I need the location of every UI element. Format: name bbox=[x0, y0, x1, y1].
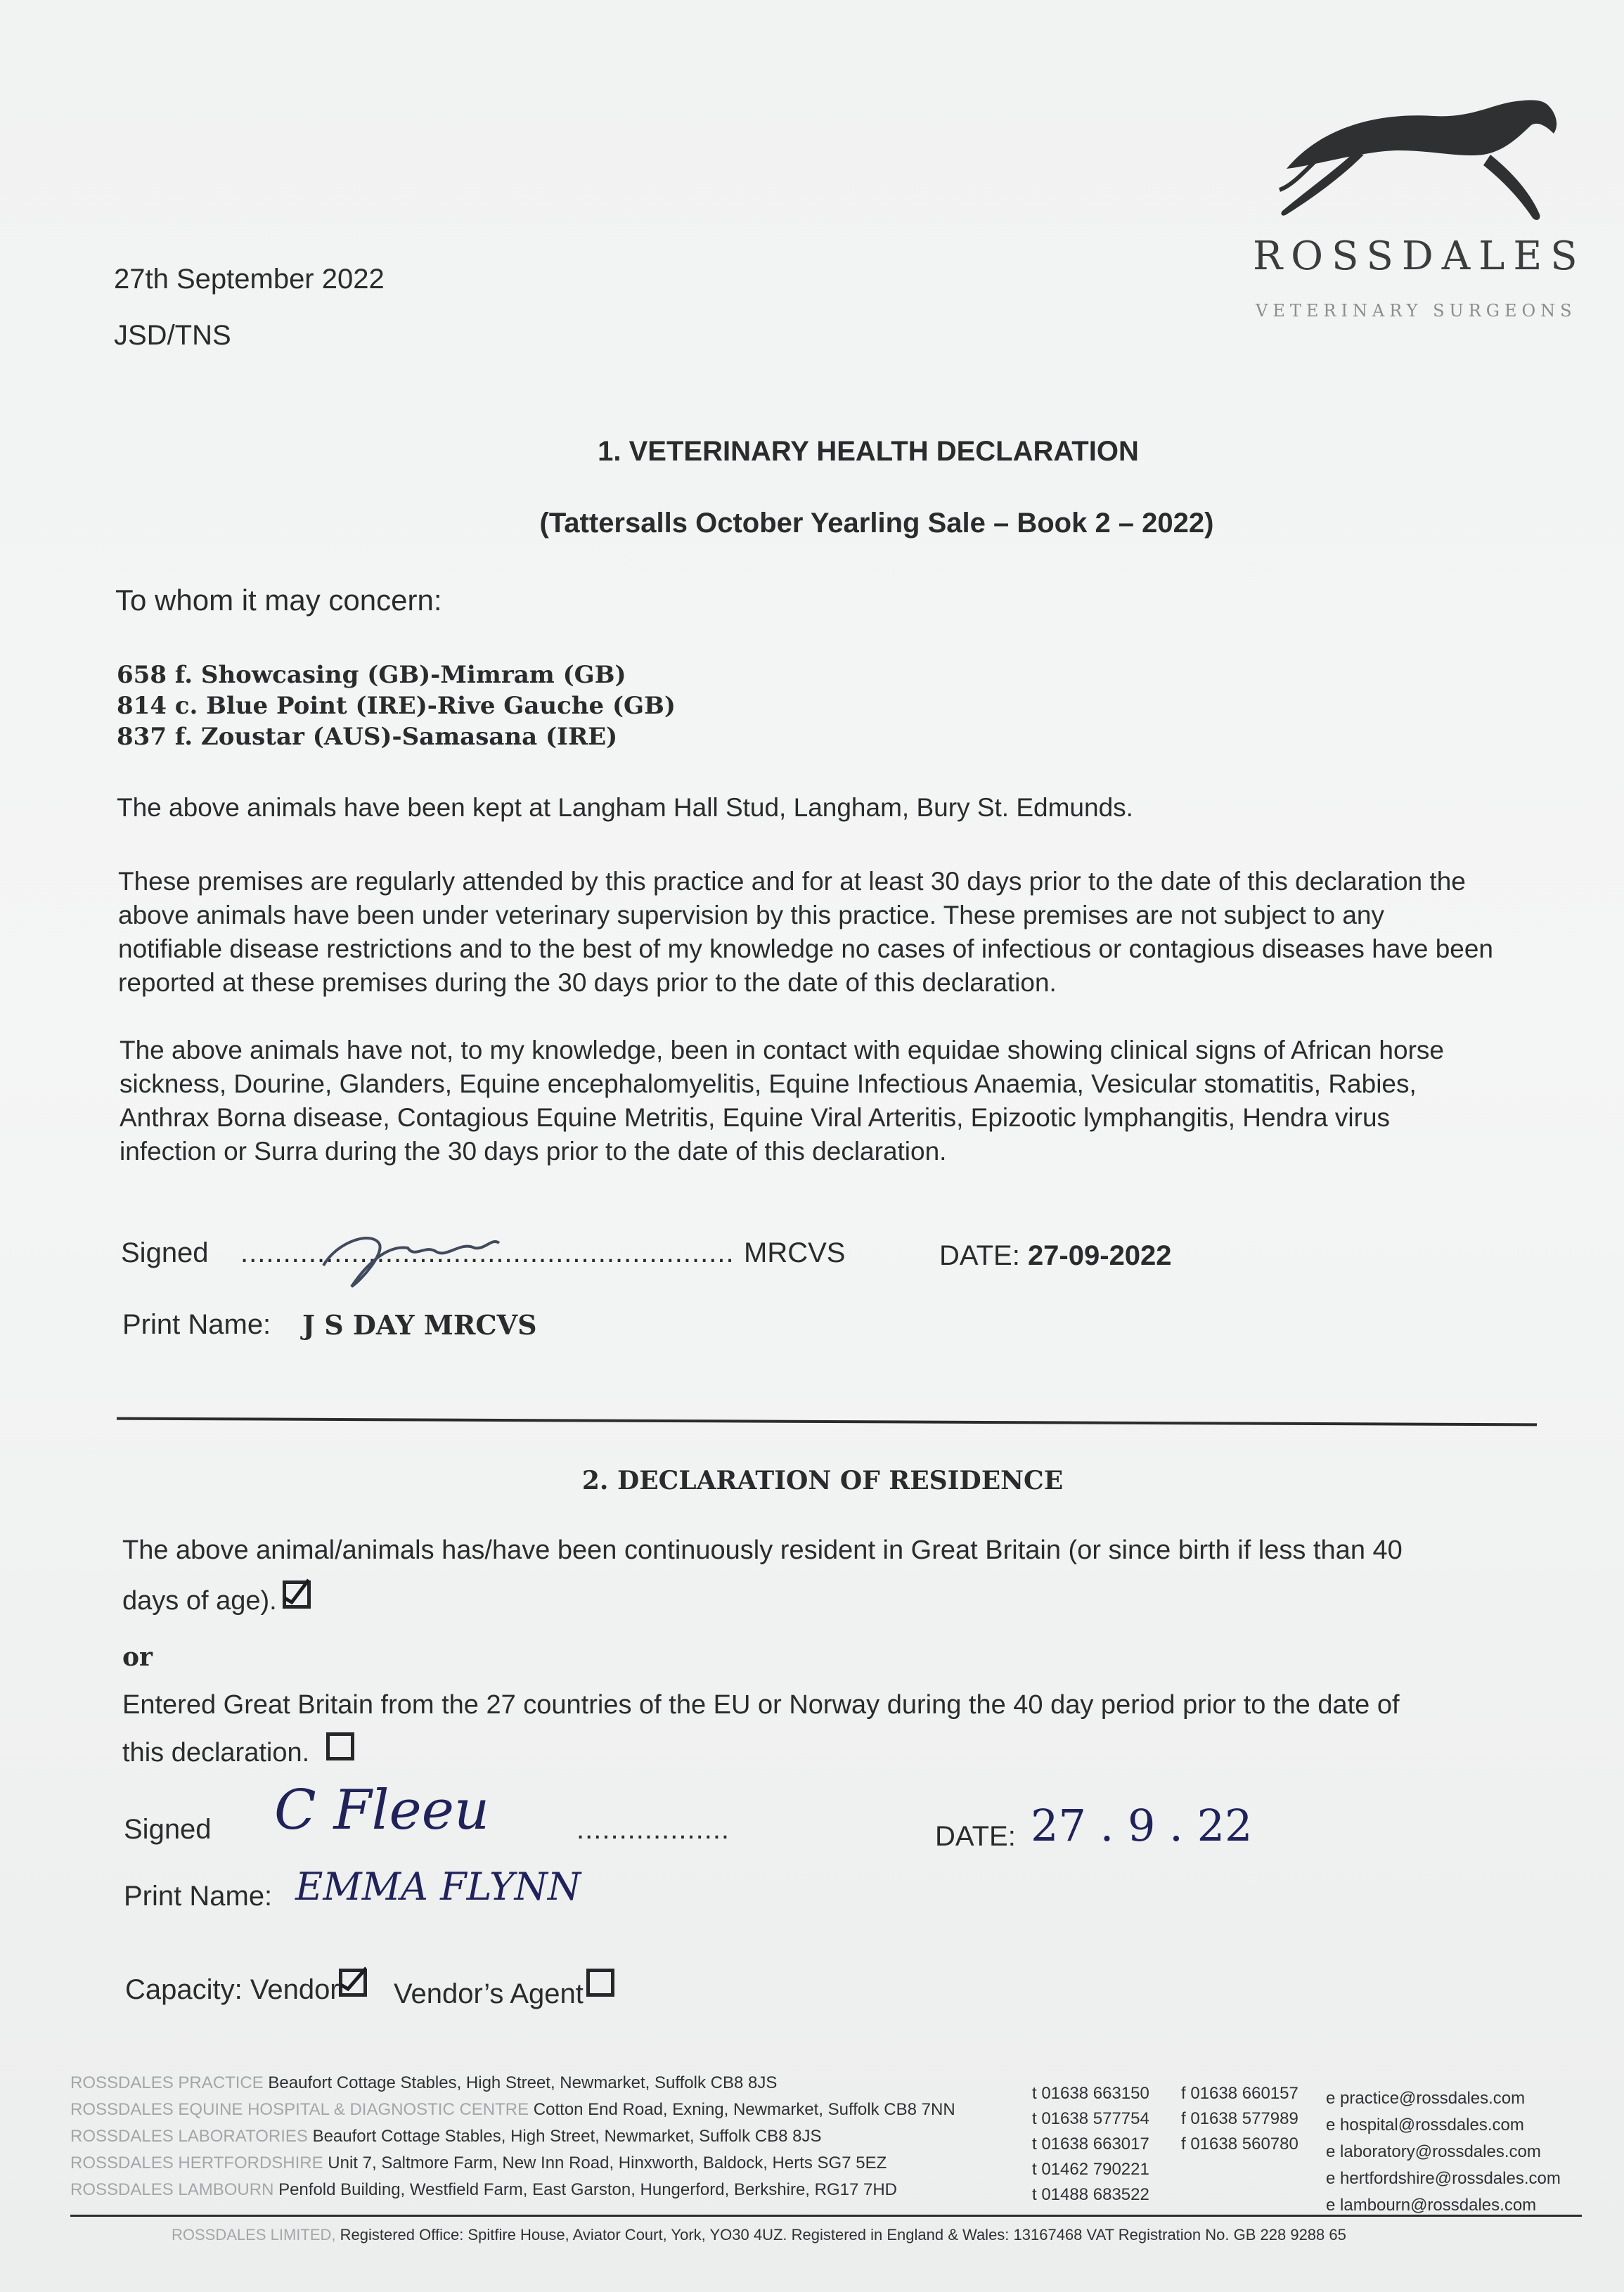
vet-date-value: 27-09-2022 bbox=[1027, 1240, 1172, 1271]
resident-checkbox[interactable] bbox=[283, 1580, 311, 1609]
footer-registered-office: ROSSDALES LIMITED, Registered Office: Spitfire House, Aviator Court, York, YO30 4UZ. Registered in England & Wales: 13167468 VAT Registration No. GB 228 9288 65 bbox=[172, 2226, 1346, 2243]
check-mark-icon bbox=[282, 1577, 310, 1605]
footer-divider bbox=[70, 2215, 1582, 2217]
paragraph-line: The above animals have not, to my knowledge, been in contact with equidae showing clinical signs of African horse bbox=[120, 1036, 1444, 1064]
vendor-agent-checkbox[interactable] bbox=[586, 1969, 614, 1997]
vet-signature-image bbox=[309, 1216, 506, 1294]
section1-heading: 1. VETERINARY HEALTH DECLARATION bbox=[598, 436, 1139, 467]
paragraph-line: reported at these premises during the 30 days prior to the date of this declaration. bbox=[118, 968, 1057, 997]
vet-signature-line: .......................................................... bbox=[240, 1237, 735, 1268]
capacity-agent-label: Vendor’s Agent bbox=[394, 1978, 584, 2009]
footer-addresses bbox=[70, 2070, 955, 2203]
or-label: or bbox=[122, 1642, 153, 1672]
vendor-checkbox[interactable] bbox=[339, 1969, 367, 1997]
footer-email[interactable]: e practice@rossdales.com bbox=[1326, 2089, 1526, 2108]
footer-address-row: ROSSDALES LAMBOURN Penfold Building, Westfield Farm, East Garston, Hungerford, Berkshire, RG17 7HD bbox=[70, 2180, 898, 2199]
vet-print-name: J S DAY MRCVS bbox=[302, 1309, 537, 1341]
footer-email[interactable]: e lambourn@rossdales.com bbox=[1326, 2196, 1537, 2215]
paragraph-line: notifiable disease restrictions and to the best of my knowledge no cases of infectious or contagious diseases have been bbox=[118, 934, 1494, 963]
resident-option-text-2: days of age). bbox=[122, 1586, 277, 1616]
footer-fax: f 01638 660157 bbox=[1181, 2084, 1298, 2103]
section2-heading: 2. DECLARATION OF RESIDENCE bbox=[581, 1466, 1064, 1495]
vendor-signed-label: Signed bbox=[124, 1814, 212, 1845]
footer-address-row: ROSSDALES EQUINE HOSPITAL & DIAGNOSTIC CENTRE Cotton End Road, Exning, Newmarket, Suffolk CB8 7NN bbox=[70, 2100, 955, 2119]
vendor-date-handwritten: 27 . 9 . 22 bbox=[1031, 1800, 1253, 1851]
vendor-print-name-label: Print Name: bbox=[124, 1881, 273, 1912]
footer-email[interactable]: e hospital@rossdales.com bbox=[1326, 2116, 1524, 2135]
footer-phone: t 01638 663017 bbox=[1032, 2135, 1149, 2153]
footer-phone: t 01462 790221 bbox=[1032, 2160, 1149, 2179]
capacity-vendor-label: Capacity: Vendor bbox=[125, 1974, 340, 2005]
footer-fax: f 01638 560780 bbox=[1181, 2135, 1298, 2153]
eu-option-text: Entered Great Britain from the 27 countries of the EU or Norway during the 40 day period prior to the date of bbox=[122, 1690, 1400, 1720]
paragraph-line: Anthrax Borna disease, Contagious Equine Metritis, Equine Viral Arteritis, Epizootic lymphangitis, Hendra virus bbox=[120, 1103, 1391, 1132]
eu-checkbox[interactable] bbox=[326, 1732, 354, 1760]
disease-paragraph bbox=[120, 1034, 1540, 1168]
footer-phone: t 01488 683522 bbox=[1032, 2185, 1149, 2204]
footer-address-row: ROSSDALES HERTFORDSHIRE Unit 7, Saltmore Farm, New Inn Road, Hinxworth, Baldock, Herts SG7 5EZ bbox=[70, 2153, 887, 2172]
footer-phone: t 01638 663150 bbox=[1032, 2084, 1149, 2103]
paragraph-line: These premises are regularly attended by this practice and for at least 30 days prior to the date of this declaration the bbox=[118, 867, 1466, 896]
vendor-date-label: DATE: bbox=[935, 1821, 1016, 1852]
footer-fax: f 01638 577989 bbox=[1181, 2109, 1298, 2128]
logo-wordmark: ROSSDALES bbox=[1253, 233, 1586, 279]
paragraph-line: sickness, Dourine, Glanders, Equine encephalomyelitis, Equine Infectious Anaemia, Vesicular stomatitis, Rabies, bbox=[120, 1069, 1417, 1098]
footer-email[interactable]: e laboratory@rossdales.com bbox=[1326, 2142, 1541, 2161]
footer-faxes bbox=[1181, 2081, 1298, 2157]
mrcvs-label: MRCVS bbox=[744, 1237, 846, 1268]
footer-phones bbox=[1032, 2081, 1149, 2208]
horse-logo-icon bbox=[1258, 84, 1568, 246]
paragraph-line: above animals have been under veterinary supervision by this practice. These premises are not subject to any bbox=[118, 901, 1384, 929]
lot-list bbox=[117, 659, 676, 752]
footer-address-row: ROSSDALES PRACTICE Beaufort Cottage Stables, High Street, Newmarket, Suffolk CB8 8JS bbox=[70, 2073, 778, 2092]
footer-emails bbox=[1326, 2085, 1561, 2219]
rossdales-logo bbox=[1251, 84, 1586, 323]
vet-date-label: DATE: bbox=[939, 1240, 1028, 1271]
footer-email[interactable]: e hertfordshire@rossdales.com bbox=[1326, 2169, 1561, 2188]
lot-item: 658 f. Showcasing (GB)-Mimram (GB) bbox=[117, 661, 626, 689]
paragraph-line: infection or Surra during the 30 days prior to the date of this declaration. bbox=[120, 1137, 947, 1166]
salutation: To whom it may concern: bbox=[115, 584, 442, 617]
eu-option-text-2: this declaration. bbox=[122, 1738, 310, 1768]
vet-date bbox=[939, 1240, 1172, 1272]
section1-subheading: (Tattersalls October Yearling Sale – Book 2 – 2022) bbox=[539, 508, 1214, 539]
footer-address-row: ROSSDALES LABORATORIES Beaufort Cottage Stables, High Street, Newmarket, Suffolk CB8 8JS bbox=[70, 2127, 822, 2146]
vet-print-name-label: Print Name: bbox=[122, 1309, 271, 1340]
vendor-signature: C Fleeu bbox=[274, 1779, 490, 1842]
letter-reference: JSD/TNS bbox=[114, 320, 231, 351]
vendor-signature-line: .................. bbox=[576, 1814, 730, 1845]
logo-subtitle: VETERINARY SURGEONS bbox=[1256, 301, 1577, 321]
footer-phone: t 01638 577754 bbox=[1032, 2109, 1149, 2128]
vendor-print-name-handwritten: EMMA FLYNN bbox=[295, 1865, 581, 1909]
resident-option-text: The above animal/animals has/have been continuously resident in Great Britain (or since birth if less than 40 bbox=[122, 1535, 1403, 1565]
letter-date: 27th September 2022 bbox=[114, 264, 385, 295]
premises-paragraph: The above animals have been kept at Langham Hall Stud, Langham, Bury St. Edmunds. bbox=[117, 793, 1133, 822]
supervision-paragraph bbox=[118, 865, 1538, 1000]
vet-signed-label: Signed bbox=[121, 1237, 209, 1268]
section-divider bbox=[117, 1417, 1537, 1427]
check-mark-icon bbox=[338, 1964, 366, 1992]
lot-item: 837 f. Zoustar (AUS)-Samasana (IRE) bbox=[117, 723, 618, 751]
lot-item: 814 c. Blue Point (IRE)-Rive Gauche (GB) bbox=[117, 692, 676, 720]
